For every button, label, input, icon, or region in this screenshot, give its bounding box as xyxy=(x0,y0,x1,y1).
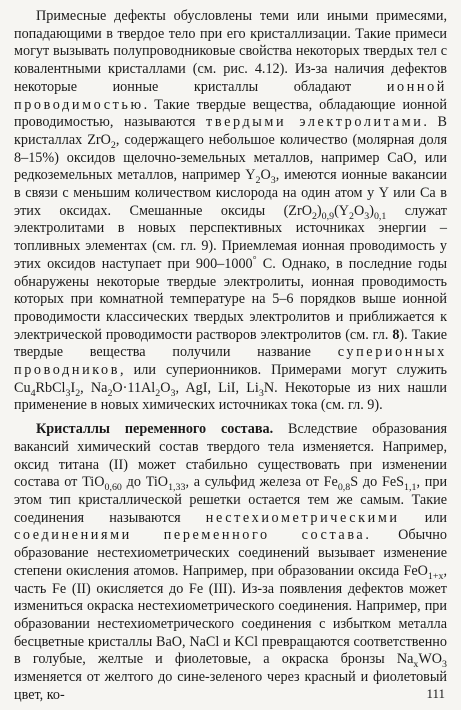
text-run: O xyxy=(354,202,365,219)
subscript: 0,8 xyxy=(337,482,351,494)
subscript: x xyxy=(413,659,419,671)
text-run: RbCl xyxy=(35,379,66,396)
text-run: , содержащего небольшое количество (молярная доля 8–15%) оксидов щелочно-земельных металлов, например CaO, или редкоземельных металлов, например Y xyxy=(14,131,447,184)
text-run: до TiO xyxy=(121,474,169,491)
subscript: 0,60 xyxy=(104,482,122,494)
text-run: , часть Fe (II) окисляется до Fe (III). Из-за появления дефектов может измениться окраска нестехиометрического соединения. Например, при образовании нестехиометрического соединения с избытком металла бесцветные кристаллы BaO, NaCl и KCl превращаются соответственно в голубые, желтые и фиолетовые, а окраска бронзы Na xyxy=(14,562,447,668)
text-run: I xyxy=(70,379,76,396)
text-run: , при этом тип кристаллической решетки остается тем же самым. Такие соединения называются xyxy=(14,474,448,526)
spaced-term: твердыми электролитами xyxy=(206,114,424,131)
text-run: S до FeS xyxy=(350,474,405,491)
text-run: Вследствие образования вакансий химический состав твердого тела изменяется. Например, оксид титана (II) может стабильно существовать при изменении состава от TiO xyxy=(14,421,448,491)
text-run: , а сульфид железа от Fe xyxy=(185,474,338,491)
spaced-term: нестехиометрическими xyxy=(205,509,400,526)
spaced-term: суперионных проводников xyxy=(14,344,447,379)
subscript: 0,1 xyxy=(373,210,387,222)
subscript: 2 xyxy=(110,139,116,151)
text-run: , Na xyxy=(80,379,108,396)
superscript: ° xyxy=(252,254,257,266)
subscript: 2 xyxy=(255,175,261,187)
subscript: 3 xyxy=(170,387,176,399)
subscript: 4 xyxy=(30,387,36,399)
subscript: 2 xyxy=(75,387,81,399)
text-run: ) xyxy=(369,202,374,219)
text-run: WO xyxy=(418,651,443,668)
paragraph-variable-composition xyxy=(14,421,447,704)
text-run: . Обычно образование нестехиометрических соединений вызывает изменение степени окисления атомов. Например, при образовании оксида FeO xyxy=(14,527,447,579)
text-run: (Y xyxy=(334,202,350,219)
bold-term: 8 xyxy=(392,326,400,343)
paragraph-ionic-conductivity xyxy=(14,8,447,415)
subscript: 3 xyxy=(270,175,276,187)
text-run: , или суперионников. Примерами могут служить Cu xyxy=(14,362,447,396)
text-run: O·11Al xyxy=(112,379,156,396)
subscript: 2 xyxy=(349,210,355,222)
text-run: , AgI, LiI, Li xyxy=(175,379,259,396)
text-run: изменяется от желтого до сине-зеленого через красный и фиолетовый цвет, ко- xyxy=(14,669,447,703)
text-run: С. Однако, в последние годы обнаружены некоторые твердые электролиты, ионная проводимость которых при комнатной температуре на 5–6 порядков выше ионной проводимости классических твердых электролитов и приближается к электрической проводимости растворов электролитов (см. гл. xyxy=(14,255,447,343)
subscript: 2 xyxy=(107,387,113,399)
text-run: . В кристаллах ZrO xyxy=(14,114,447,148)
subscript: 1,33 xyxy=(168,482,186,494)
subscript: 2 xyxy=(311,210,317,222)
page-number: 111 xyxy=(426,686,445,701)
text-run: O xyxy=(160,379,171,396)
subscript: 3 xyxy=(364,210,370,222)
subscript: 1,1 xyxy=(404,482,417,494)
subscript: 3 xyxy=(442,659,447,671)
spaced-term: соединениями переменного состава xyxy=(14,527,366,544)
text-run: служат электролитами в новых перспективных источниках энергии – топливных элементах (см. гл. 9). Приемлемая ионная проводимость у этих оксидов наступает при 900–1000 xyxy=(14,202,448,272)
text-run: ) xyxy=(316,202,322,219)
text-run: или xyxy=(399,509,448,526)
subscript: 2 xyxy=(155,387,161,399)
subscript: 0,9 xyxy=(321,210,335,222)
spaced-term: ионной проводимостью xyxy=(14,78,447,113)
text-run: Примесные дефекты обусловлены теми или иными примесями, попадающими в твердое тело при его кристаллизации. Такие примеси могут вызывать полупроводниковые свойства некоторых твердых тел с ковалентными кристаллами (см. рис. 4.12). Из-за наличия дефектов некоторые ионные кристаллы обладают xyxy=(14,8,447,95)
text-run: ). Такие твердые вещества получили название xyxy=(14,326,447,361)
subscript: 1+x xyxy=(427,570,444,582)
text-run: , имеются ионные вакансии в связи с меньшим количеством кислорода на один атом у Y или Ca в этих оксидах. Смешанные оксиды (ZrO xyxy=(14,167,447,219)
subscript: 3 xyxy=(258,387,264,399)
text-run: O xyxy=(260,167,271,184)
text-run: . Такие твердые вещества, обладающие ионной проводимостью, называются xyxy=(14,96,447,131)
text-run: N. Некоторые из них нашли применение в новых химических источниках тока (см. гл. 9). xyxy=(14,379,447,414)
subscript: 3 xyxy=(65,387,71,399)
bold-term: Кристаллы переменного состава. xyxy=(36,421,274,438)
